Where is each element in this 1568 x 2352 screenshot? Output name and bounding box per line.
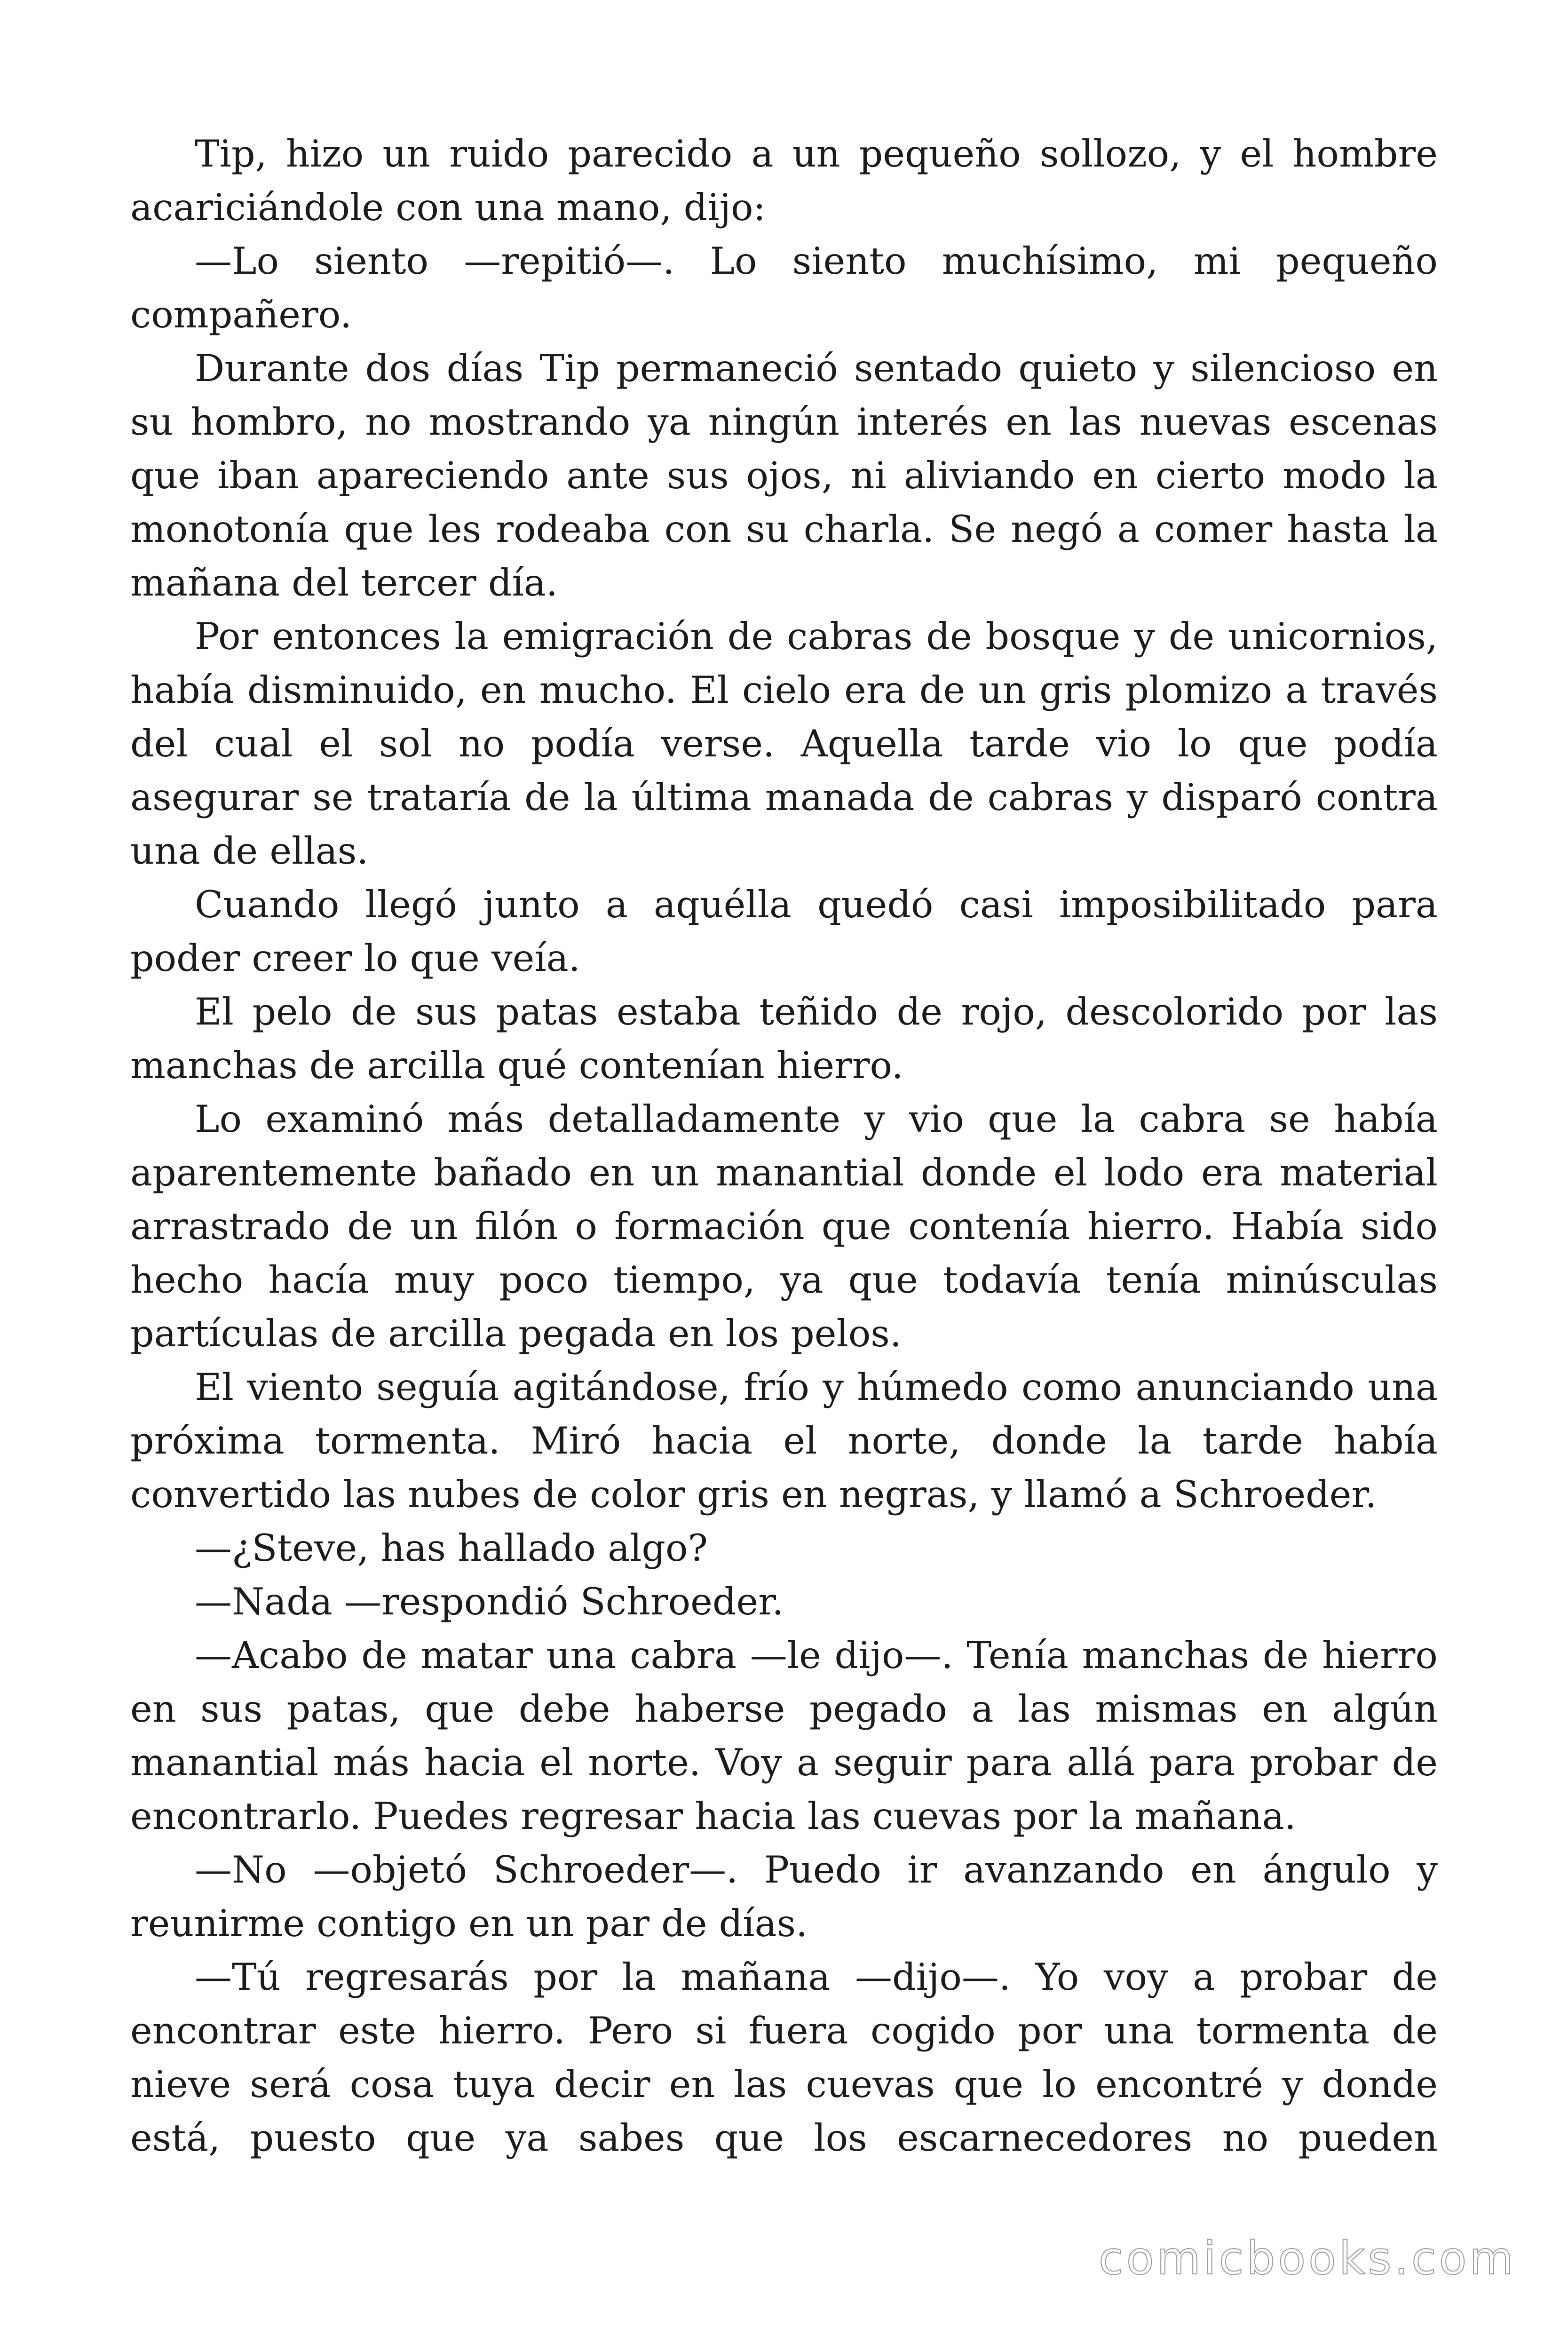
paragraph: Lo examinó más detalladamente y vio que la cabra se había aparentemente bañado en un manantial donde el lodo era material arrastrado de un filón o formación que contenía hierro. Había sido hecho hacía muy poco tiempo, ya que todavía tenía minúsculas partículas de arcilla pegada en los pelos. (130, 1097, 1438, 1355)
book-page-text (130, 127, 1438, 2165)
paragraph: El pelo de sus patas estaba teñido de rojo, descolorido por las manchas de arcilla qué contenían hierro. (130, 990, 1438, 1087)
paragraph: —Lo siento —repitió—. Lo siento muchísimo, mi pequeño compañero. (130, 239, 1438, 336)
paragraph: —Tú regresarás por la mañana —dijo—. Yo voy a probar de encontrar este hierro. Pero si fuera cogido por una tormenta de nieve será cosa tuya decir en las cuevas que lo encontré y donde está, puesto que ya sabes que los escarnecedores no pueden (130, 1955, 1438, 2160)
watermark: comicbooks.com (1098, 2232, 1516, 2285)
paragraph: Por entonces la emigración de cabras de bosque y de unicornios, había disminuido, en mucho. El cielo era de un gris plomizo a través del cual el sol no podía verse. Aquella tarde vio lo que podía asegurar se trataría de la última manada de cabras y disparó contra una de ellas. (130, 615, 1438, 873)
paragraph: —¿Steve, has hallado algo? (195, 1526, 708, 1570)
paragraph: —Acabo de matar una cabra —le dijo—. Tenía manchas de hierro en sus patas, que debe haberse pegado a las mismas en algún manantial más hacia el norte. Voy a seguir para allá para probar de encontrarlo. Puedes regresar hacia las cuevas por la mañana. (130, 1634, 1438, 1838)
paragraph: Cuando llegó junto a aquélla quedó casi imposibilitado para poder creer lo que veía. (130, 883, 1438, 980)
paragraph: —Nada —respondió Schroeder. (195, 1580, 784, 1623)
paragraph: —No —objetó Schroeder—. Puedo ir avanzando en ángulo y reunirme contigo en un par de días. (130, 1848, 1438, 1945)
paragraph: Tip, hizo un ruido parecido a un pequeño sollozo, y el hombre acariciándole con una mano, dijo: (130, 132, 1438, 229)
paragraph: Durante dos días Tip permaneció sentado quieto y silencioso en su hombro, no mostrando ya ningún interés en las nuevas escenas que iban apareciendo ante sus ojos, ni aliviando en cierto modo la monotonía que les rodeaba con su charla. Se negó a comer hasta la mañana del tercer día. (130, 347, 1438, 604)
paragraph: El viento seguía agitándose, frío y húmedo como anunciando una próxima tormenta. Miró hacia el norte, donde la tarde había convertido las nubes de color gris en negras, y llamó a Schroeder. (130, 1366, 1438, 1516)
